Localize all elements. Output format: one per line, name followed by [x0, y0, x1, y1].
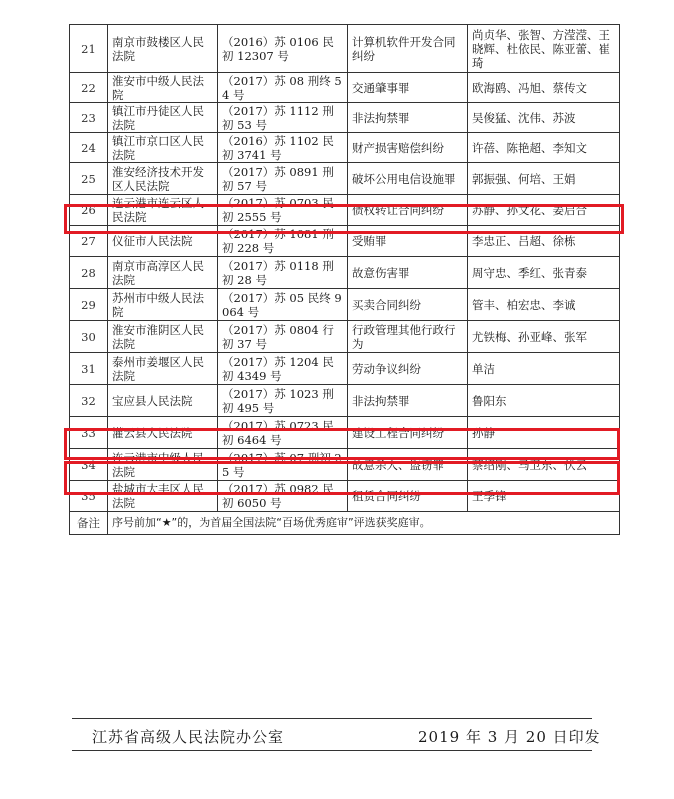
- judges: 周守忠、季红、张青泰: [468, 257, 620, 289]
- row-number: 31: [70, 353, 108, 385]
- case-number: （2017）苏 0804 行初 37 号: [218, 321, 348, 353]
- case-cause: 计算机软件开发合同纠纷: [348, 25, 468, 73]
- case-number: （2017）苏 07 刑初 25 号: [218, 449, 348, 481]
- case-cause: 非法拘禁罪: [348, 103, 468, 133]
- judges: 吴俊猛、沈伟、苏波: [468, 103, 620, 133]
- court-name: 南京市鼓楼区人民法院: [108, 25, 218, 73]
- case-cause: 劳动争议纠纷: [348, 353, 468, 385]
- case-number: （2017）苏 08 刑终 54 号: [218, 73, 348, 103]
- case-number: （2017）苏 05 民终 9064 号: [218, 289, 348, 321]
- case-number: （2017）苏 1081 刑初 228 号: [218, 226, 348, 257]
- footer-print-date: 2019 年 3 月 20 日印发: [418, 728, 601, 746]
- case-cause: 债权转让合同纠纷: [348, 195, 468, 226]
- case-number: （2016）苏 0106 民初 12307 号: [218, 25, 348, 73]
- judges: 尚贞华、张智、方滢滢、王晓辉、杜依民、陈亚蕾、崔琦: [468, 25, 620, 73]
- row-number: 26: [70, 195, 108, 226]
- row-number: 33: [70, 417, 108, 449]
- table-row: [70, 353, 620, 385]
- case-cause: 非法拘禁罪: [348, 385, 468, 417]
- court-name: 灌云县人民法院: [108, 417, 218, 449]
- table-row: [70, 73, 620, 103]
- table-row: [70, 195, 620, 226]
- case-cause: 租赁合同纠纷: [348, 481, 468, 512]
- table-row: [70, 449, 620, 481]
- judges: 管丰、柏宏忠、李诚: [468, 289, 620, 321]
- case-number: （2017）苏 0723 民初 6464 号: [218, 417, 348, 449]
- note-row: [70, 512, 620, 535]
- court-name: 连云港市中级人民法院: [108, 449, 218, 481]
- case-cause: 故意杀人、盗窃罪: [348, 449, 468, 481]
- case-cause: 受贿罪: [348, 226, 468, 257]
- footer-rule-bottom: [72, 750, 592, 751]
- case-cause: 行政管理其他行政行为: [348, 321, 468, 353]
- case-number: （2017）苏 1023 刑初 495 号: [218, 385, 348, 417]
- row-number: 21: [70, 25, 108, 73]
- table-row: [70, 289, 620, 321]
- row-number: 35: [70, 481, 108, 512]
- table-row: [70, 163, 620, 195]
- court-name: 盐城市大丰区人民法院: [108, 481, 218, 512]
- judges: 郭振强、何培、王娟: [468, 163, 620, 195]
- case-table: [69, 24, 620, 535]
- judges: 李忠正、吕超、徐栋: [468, 226, 620, 257]
- case-cause: 故意伤害罪: [348, 257, 468, 289]
- row-number: 23: [70, 103, 108, 133]
- table-row: [70, 417, 620, 449]
- note-text: 序号前加“★”的，为首届全国法院“百场优秀庭审”评选获奖庭审。: [108, 512, 620, 535]
- court-name: 镇江市京口区人民法院: [108, 133, 218, 163]
- row-number: 27: [70, 226, 108, 257]
- judges: 单洁: [468, 353, 620, 385]
- note-label: 备注: [70, 512, 108, 535]
- table-row: [70, 385, 620, 417]
- case-number: （2016）苏 1102 民初 3741 号: [218, 133, 348, 163]
- table-row: [70, 257, 620, 289]
- row-number: 32: [70, 385, 108, 417]
- row-number: 24: [70, 133, 108, 163]
- case-cause: 买卖合同纠纷: [348, 289, 468, 321]
- table-row: [70, 481, 620, 512]
- row-number: 25: [70, 163, 108, 195]
- table-row: [70, 25, 620, 73]
- judges: 孙静: [468, 417, 620, 449]
- row-number: 22: [70, 73, 108, 103]
- court-name: 淮安市中级人民法院: [108, 73, 218, 103]
- case-number: （2017）苏 1112 刑初 53 号: [218, 103, 348, 133]
- footer-organization: 江苏省高级人民法院办公室: [92, 728, 285, 746]
- table-row: [70, 226, 620, 257]
- row-number: 34: [70, 449, 108, 481]
- court-name: 连云港市连云区人民法院: [108, 195, 218, 226]
- table-row: [70, 103, 620, 133]
- judges: 许蓓、陈艳超、李知文: [468, 133, 620, 163]
- judges: 尤铁梅、孙亚峰、张军: [468, 321, 620, 353]
- table-body: [70, 25, 620, 535]
- table-row: [70, 321, 620, 353]
- judges: 蔡绍刚、马卫东、伏云: [468, 449, 620, 481]
- court-name: 淮安经济技术开发区人民法院: [108, 163, 218, 195]
- court-name: 淮安市淮阴区人民法院: [108, 321, 218, 353]
- case-cause: 交通肇事罪: [348, 73, 468, 103]
- judges: 鲁阳东: [468, 385, 620, 417]
- judges: 欧海鸥、冯旭、蔡传文: [468, 73, 620, 103]
- row-number: 28: [70, 257, 108, 289]
- case-number: （2017）苏 0703 民初 2555 号: [218, 195, 348, 226]
- court-name: 镇江市丹徒区人民法院: [108, 103, 218, 133]
- judges: 王季锋: [468, 481, 620, 512]
- case-cause: 建设工程合同纠纷: [348, 417, 468, 449]
- court-name: 泰州市姜堰区人民法院: [108, 353, 218, 385]
- case-cause: 财产损害赔偿纠纷: [348, 133, 468, 163]
- row-number: 30: [70, 321, 108, 353]
- table-row: [70, 133, 620, 163]
- case-cause: 破坏公用电信设施罪: [348, 163, 468, 195]
- judges: 苏静、孙文花、姜启合: [468, 195, 620, 226]
- case-number: （2017）苏 0118 刑初 28 号: [218, 257, 348, 289]
- court-name: 仪征市人民法院: [108, 226, 218, 257]
- court-name: 苏州市中级人民法院: [108, 289, 218, 321]
- case-number: （2017）苏 0982 民初 6050 号: [218, 481, 348, 512]
- footer-rule-top: [72, 718, 592, 719]
- case-number: （2017）苏 1204 民初 4349 号: [218, 353, 348, 385]
- court-name: 宝应县人民法院: [108, 385, 218, 417]
- court-name: 南京市高淳区人民法院: [108, 257, 218, 289]
- case-number: （2017）苏 0891 刑初 57 号: [218, 163, 348, 195]
- row-number: 29: [70, 289, 108, 321]
